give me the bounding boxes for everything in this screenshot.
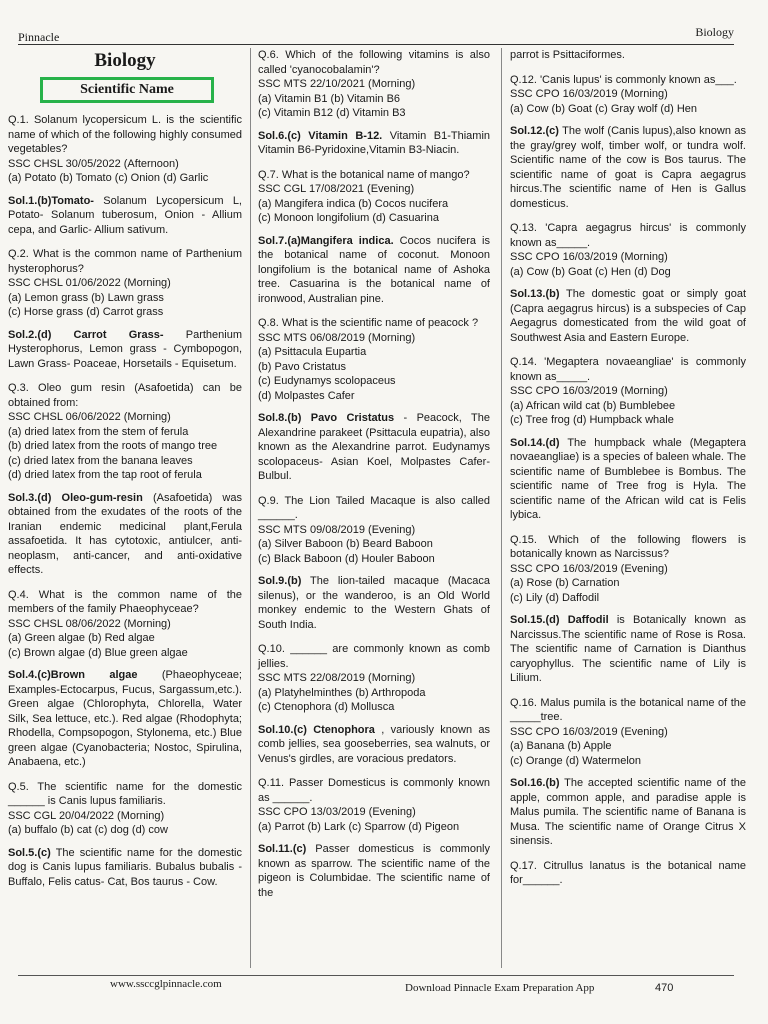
- option-line: (a) Banana (b) Apple: [510, 740, 612, 752]
- column-2: [258, 48, 490, 910]
- option-line: (c) Tree frog (d) Humpback whale: [510, 414, 674, 426]
- options-list: [258, 345, 490, 403]
- page-header-left: Pinnacle: [18, 30, 60, 44]
- solution-body: The accepted scientific name of the apple, common apple, and paradise apple is Malus pumila. The scientific name of Banana is Musa. The scientific name of Orange Citrus X sinensis.: [510, 777, 746, 847]
- question-block: [258, 168, 490, 307]
- option-line: (c) Lily (d) Daffodil: [510, 591, 600, 604]
- solution-text: [510, 287, 746, 345]
- option-line: (a) buffalo (b) cat (c) dog (d) cow: [8, 824, 168, 836]
- exam-reference: SSC CHSL 01/06/2022 (Morning): [8, 277, 171, 289]
- solution-text: [510, 124, 746, 211]
- options-list: [510, 265, 746, 280]
- option-line: (a) Parrot (b) Lark (c) Sparrow (d) Pigeon: [258, 820, 460, 833]
- exam-reference: SSC CHSL 30/05/2022 (Afternoon): [8, 157, 179, 170]
- question-block: [510, 696, 746, 849]
- solution-body: parrot is Psittaciformes.: [510, 49, 625, 61]
- footer-website[interactable]: www.ssccglpinnacle.com: [110, 978, 222, 990]
- question-text: Q.6. Which of the following vitamins is also called 'cyanocobalamin'?: [258, 49, 490, 76]
- options-list: [258, 92, 490, 121]
- exam-reference: SSC CHSL 06/06/2022 (Morning): [8, 411, 171, 423]
- page-header-right: Biology: [695, 25, 734, 39]
- question-block: [258, 494, 490, 633]
- option-line: (c) Ctenophora (d) Mollusca: [258, 701, 395, 713]
- option-line: (c) Orange (d) Watermelon: [510, 754, 642, 767]
- question-text: Q.12. 'Canis lupus' is commonly known as___.: [510, 73, 737, 86]
- option-line: (c) Black Baboon (d) Houler Baboon: [258, 552, 435, 565]
- exam-reference: SSC CPO 16/03/2019 (Evening): [510, 562, 668, 575]
- option-line: (a) Rose (b) Carnation: [510, 577, 620, 589]
- solution-body: - Peacock, The Alexandrine parakeet (Psittacula eupatria), also known as the Alexandrine parrot. Eudynamys scolopaceus- Asian Koel, Molpastes Cafer- Bulbul.: [258, 412, 490, 482]
- option-line: (c) dried latex from the banana leaves: [8, 454, 193, 467]
- option-line: (a) Platyhelminthes (b) Arthropoda: [258, 686, 426, 699]
- options-list: [8, 171, 242, 186]
- solution-text: [258, 723, 490, 767]
- options-list: [258, 820, 490, 835]
- question-block: [8, 780, 242, 890]
- section-title-box: Scientific Name: [40, 77, 214, 104]
- solution-body: , variously known as comb jellies, sea gooseberries, sea walnuts, or Venus's girdles, are voracious predators.: [258, 723, 490, 765]
- option-line: (a) Cow (b) Goat (c) Hen (d) Dog: [510, 265, 671, 278]
- question-block: [510, 355, 746, 523]
- option-line: (a) Cow (b) Goat (c) Gray wolf (d) Hen: [510, 102, 698, 115]
- options-list: [510, 399, 746, 428]
- question-block: [510, 73, 746, 212]
- exam-reference: SSC CPO 16/03/2019 (Morning): [510, 88, 668, 100]
- exam-reference: SSC MTS 06/08/2019 (Morning): [258, 331, 416, 344]
- option-line: (a) Lemon grass (b) Lawn grass: [8, 291, 164, 304]
- option-line: (c) Eudynamys scolopaceus: [258, 375, 396, 387]
- solution-body: Solanum Lycopersicum L, Potato- Solanum tuberosum, Onion - Allium cepa, and Garlic- Allium sativum.: [8, 194, 242, 236]
- option-line: (d) Molpastes Cafer: [258, 389, 355, 402]
- options-list: [510, 576, 746, 605]
- question-text: Q.11. Passer Domesticus is commonly known as ______.: [258, 777, 490, 804]
- solution-heading: Sol.3.(d) Oleo-gum-resin: [8, 491, 143, 504]
- solution-body: (Phaeophyceae; Examples-Ectocarpus, Fucus, Sargassum,etc.). Green algae (Chlorophyta, Chlorella, Water Silk, Sea lettuce, etc.). Red algae (Rhodophyta; Rhodella, Compsopogon, Stylonema, etc.) Blue green algae (Cyanobacteria; Nostoc, Spirulina, Anabaena, etc.): [8, 669, 242, 768]
- solution-heading: Sol.8.(b) Pavo Cristatus: [258, 412, 395, 424]
- exam-reference: SSC CPO 16/03/2019 (Morning): [510, 251, 668, 263]
- column-3: [510, 48, 746, 898]
- question-text: Q.9. The Lion Tailed Macaque is also called ______.: [258, 494, 490, 521]
- exam-reference: SSC CPO 16/03/2019 (Evening): [510, 725, 668, 738]
- option-line: (c) Horse grass (d) Carrot grass: [8, 306, 164, 318]
- solution-heading: Sol.14.(d): [510, 436, 560, 449]
- question-text: Q.16. Malus pumila is the botanical name of the _____tree.: [510, 696, 746, 723]
- column-rule-2: [501, 48, 502, 968]
- question-text: Q.8. What is the scientific name of peacock ?: [258, 317, 479, 329]
- exam-reference: SSC CGL 20/04/2022 (Morning): [8, 809, 165, 822]
- options-list: [510, 102, 746, 117]
- solution-body: The humpback whale (Megaptera novaeangliae) is a species of baleen whale. The scientific name of Bumblebee is Bombus. The scientific name of Tree frog is Hyla. The scientific name of the African wild cat is Felis lybica.: [510, 436, 746, 521]
- option-line: (a) dried latex from the stem of ferula: [8, 425, 189, 438]
- solution-text: [258, 129, 490, 158]
- question-text: Q.2. What is the common name of Parthenium hysterophorus?: [8, 248, 242, 275]
- question-text: Q.4. What is the common name of the members of the family Phaeophyceae?: [8, 588, 242, 615]
- solution-body: The wolf (Canis lupus),also known as the gray/grey wolf, timber wolf, or tundra wolf. Scientific name of the cow is Bos taurus. The scientific name of goat is Capra aegagrus hircus.The scientific name of Hen is Gallus domesticus.: [510, 125, 746, 210]
- solution-heading: Sol.15.(d) Daffodil: [510, 614, 609, 626]
- question-block: [8, 381, 242, 578]
- question-block: [8, 113, 242, 237]
- solution-heading: Sol.2.(d) Carrot Grass-: [8, 328, 164, 341]
- option-line: (a) Mangifera indica (b) Cocos nucifera: [258, 197, 449, 210]
- solution-text: [510, 613, 746, 686]
- question-block: [510, 533, 746, 686]
- header-divider: [18, 44, 734, 45]
- question-block: [510, 221, 746, 345]
- solution-heading: Sol.16.(b): [510, 777, 560, 789]
- question-text: Q.14. 'Megaptera novaeangliae' is commonly known as_____.: [510, 356, 746, 383]
- solution-body: Vitamin B1-Thiamin Vitamin B6-Pyridoxine,Vitamin B3-Niacin.: [258, 129, 490, 156]
- question-text: Q.15. Which of the following flowers is botanically known as Narcissus?: [510, 533, 746, 560]
- options-list: [8, 631, 242, 660]
- solution-text: [258, 574, 490, 632]
- options-list: [258, 537, 490, 566]
- question-text: Q.3. Oleo gum resin (Asafoetida) can be obtained from:: [8, 382, 242, 409]
- solution-text: [510, 776, 746, 849]
- solution-heading: Sol.6.(c) Vitamin B-12.: [258, 129, 383, 142]
- solution-heading: Sol.11.(c): [258, 843, 307, 855]
- solution-body: The domestic goat or simply goat (Capra aegagrus hircus) is a subspecies of Cap Aegagrus domesticated from the wild goat of Southwest Asia and Eastern Europe.: [510, 288, 746, 344]
- column-rule-1: [250, 48, 251, 968]
- solution-body: The scientific name for the domestic dog is Canis lupus familiaris. Bubalus bubalis - Buffalo, Felis catus- Cat, Bos taurus - Cow.: [8, 846, 242, 888]
- question-text: Q.5. The scientific name for the domestic ______ is Canis lupus familiaris.: [8, 780, 242, 807]
- solution-text: [8, 491, 242, 578]
- question-block: [8, 588, 242, 770]
- option-line: (a) Green algae (b) Red algae: [8, 632, 155, 644]
- solution-body: (Asafoetida) was obtained from the exudates of the roots of the Iranian endemic medicinal plant,Ferula assafoetida. It has cytotoxic, antiulcer, anti-neoplasm, anti-cancer, and anti-oxidative effects.: [8, 491, 242, 576]
- solution-heading: Sol.1.(b)Tomato-: [8, 194, 94, 207]
- question-text: Q.17. Citrullus lanatus is the botanical name for______.: [510, 859, 746, 886]
- option-line: (d) dried latex from the tap root of ferula: [8, 469, 202, 481]
- question-block: [510, 859, 746, 888]
- option-line: (a) Potato (b) Tomato (c) Onion (d) Garlic: [8, 172, 209, 184]
- question-text: Q.13. 'Capra aegagrus hircus' is commonly known as_____.: [510, 222, 746, 249]
- option-line: (a) Psittacula Eupartia: [258, 346, 367, 358]
- solution-body: Passer domesticus is commonly known as sparrow. The scientific name of the pigeon is Columbidae. The scientific name of the: [258, 843, 491, 899]
- exam-reference: SSC MTS 22/10/2021 (Morning): [258, 78, 416, 90]
- exam-reference: SSC MTS 09/08/2019 (Evening): [258, 523, 416, 536]
- solution-body: Parthenium Hysterophorus, Lemon grass - Cymbopogon, Lawn Grass- Poaceae, Horsetails - Equisetum.: [8, 328, 243, 370]
- options-list: [8, 823, 242, 838]
- question-block: [8, 247, 242, 371]
- solution-heading: Sol.13.(b): [510, 288, 560, 300]
- solution-heading: Sol.12.(c): [510, 125, 559, 137]
- solution-text: [8, 668, 242, 770]
- solution-text: [258, 234, 490, 307]
- option-line: (c) Monoon longifolium (d) Casuarina: [258, 212, 439, 224]
- footer-divider: [18, 975, 734, 976]
- options-list: [8, 425, 242, 483]
- options-list: [258, 197, 490, 226]
- question-text: Q.10. ______ are commonly known as comb jellies.: [258, 643, 490, 670]
- options-list: [8, 291, 242, 320]
- option-line: (a) Vitamin B1 (b) Vitamin B6: [258, 92, 401, 105]
- footer-app-promo: Download Pinnacle Exam Preparation App: [405, 982, 595, 994]
- solution-heading: Sol.5.(c): [8, 846, 51, 859]
- solution-heading: Sol.7.(a)Mangifera indica.: [258, 234, 394, 247]
- solution-text: [510, 48, 746, 63]
- column-1: [8, 48, 242, 899]
- option-line: (c) Vitamin B12 (d) Vitamin B3: [258, 107, 406, 119]
- question-block: [258, 776, 490, 900]
- solution-text: [8, 328, 242, 372]
- exam-reference: SSC MTS 22/08/2019 (Morning): [258, 672, 416, 684]
- page-number: 470: [655, 982, 674, 994]
- options-list: [510, 739, 746, 768]
- solution-heading: Sol.4.(c)Brown algae: [8, 669, 138, 681]
- solution-text: [258, 411, 490, 484]
- question-text: Q.1. Solanum lycopersicum L. is the scientific name of which of the following highly consumed vegetables?: [8, 114, 242, 155]
- question-block: [510, 48, 746, 63]
- question-block: [258, 642, 490, 766]
- solution-text: [8, 194, 242, 238]
- option-line: (a) Silver Baboon (b) Beard Baboon: [258, 538, 433, 550]
- solution-body: is Botanically known as Narcissus.The scientific name of Rose is Rosa. The scientific name of Carnation is Dianthus caryophyllus. The scientific name of Lily is Lilium.: [510, 614, 746, 684]
- solution-text: [258, 842, 490, 900]
- solution-heading: Sol.9.(b): [258, 575, 302, 587]
- page-title: Biology: [94, 50, 156, 71]
- exam-reference: SSC CHSL 08/06/2022 (Morning): [8, 617, 171, 630]
- exam-reference: SSC CGL 17/08/2021 (Evening): [258, 183, 415, 195]
- solution-body: The lion-tailed macaque (Macaca silenus), or the wanderoo, is an Old World monkey endemic to the Western Ghats of South India.: [258, 575, 490, 631]
- question-block: [258, 316, 490, 484]
- option-line: (b) dried latex from the roots of mango tree: [8, 440, 218, 452]
- solution-body: Cocos nucifera is the botanical name of coconut. Monoon longifolium is the botanical name of Ashoka tree. Casuarina is the botanical name of ironwood, Australian pine.: [258, 234, 491, 305]
- question-block: [258, 48, 490, 158]
- solution-text: [8, 846, 242, 890]
- solution-text: [510, 436, 746, 523]
- options-list: [258, 686, 490, 715]
- option-line: (c) Brown algae (d) Blue green algae: [8, 646, 188, 659]
- option-line: (b) Pavo Cristatus: [258, 360, 347, 373]
- exam-reference: SSC CPO 13/03/2019 (Evening): [258, 806, 416, 818]
- solution-heading: Sol.10.(c) Ctenophora: [258, 723, 375, 736]
- exam-reference: SSC CPO 16/03/2019 (Morning): [510, 385, 668, 397]
- option-line: (a) African wild cat (b) Bumblebee: [510, 399, 676, 412]
- question-text: Q.7. What is the botanical name of mango?: [258, 168, 470, 181]
